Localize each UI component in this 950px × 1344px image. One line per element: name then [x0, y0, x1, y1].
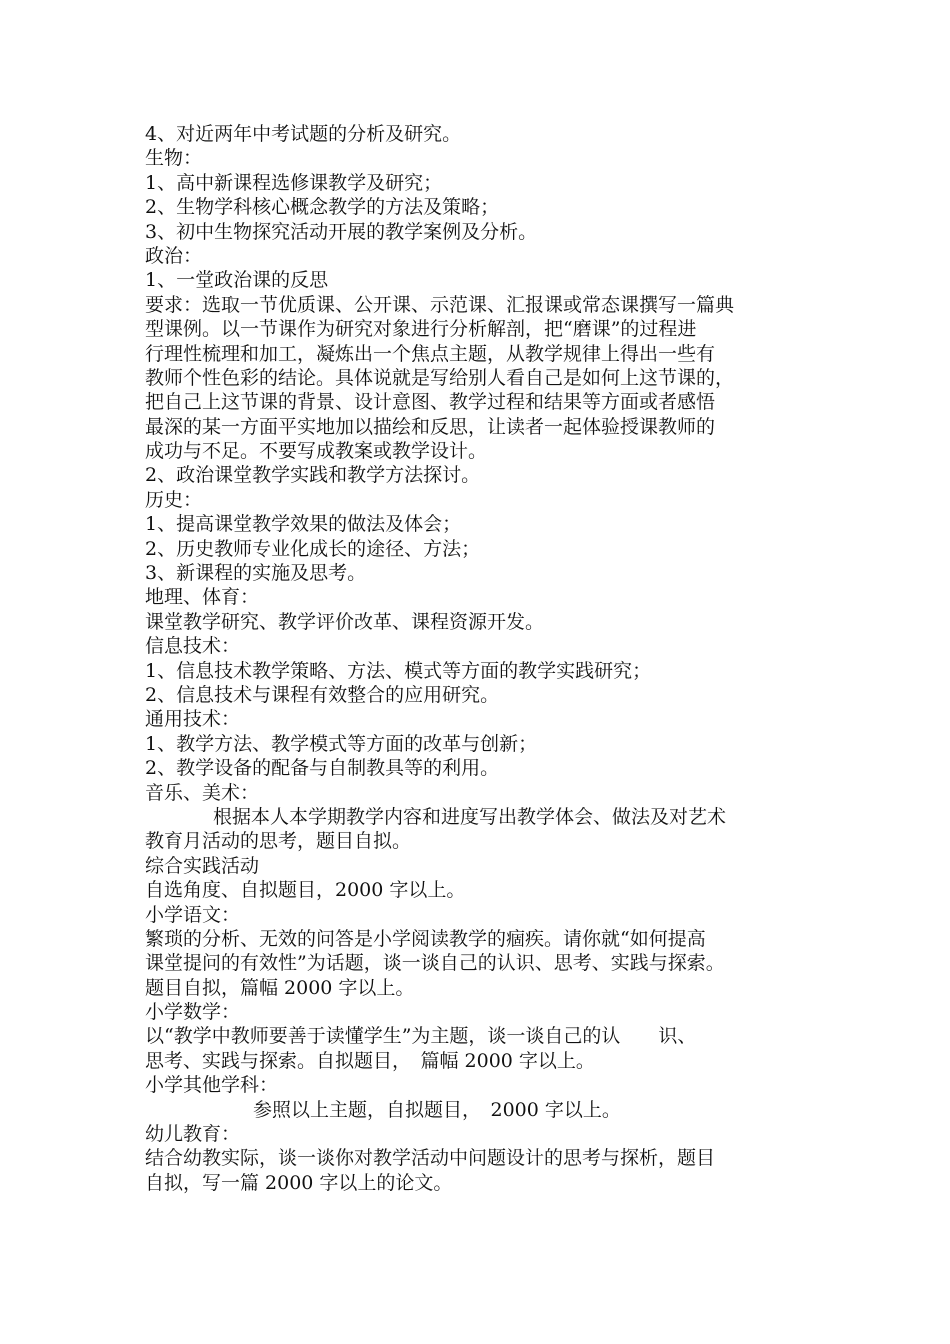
text-line: 课堂提问的有效性”为话题，谈一谈自己的认识、思考、实践与探索。	[145, 952, 725, 975]
section-heading-biology: 生物：	[145, 147, 203, 170]
text-line: 要求：选取一节优质课、公开课、示范课、汇报课或常态课撰写一篇典	[145, 293, 735, 316]
text-line: 3、新课程的实施及思考。	[145, 562, 367, 585]
section-heading-history: 历史：	[145, 488, 203, 511]
section-heading-primary-other: 小学其他学科：	[145, 1074, 279, 1097]
text-line: 1、高中新课程选修课教学及研究；	[145, 171, 443, 194]
text-line: 1、信息技术教学策略、方法、模式等方面的教学实践研究；	[145, 659, 652, 682]
text-line: 教师个性色彩的结论。具体说就是写给别人看自己是如何上这节课的，	[145, 366, 735, 389]
text-line: 4、对近两年中考试题的分析及研究。	[145, 123, 462, 145]
section-heading-primary-chinese: 小学语文：	[145, 903, 241, 926]
text-line: 2、教学设备的配备与自制教具等的利用。	[145, 757, 500, 780]
text-line: 繁琐的分析、无效的问答是小学阅读教学的痼疾。请你就“如何提高	[145, 927, 706, 950]
text-line: 1、教学方法、教学模式等方面的改革与创新；	[145, 732, 538, 755]
text-line: 题目自拟，篇幅 2000 字以上。	[145, 976, 415, 999]
text-line: 2、历史教师专业化成长的途径、方法；	[145, 537, 481, 560]
text-line: 最深的某一方面平实地加以描绘和反思，让读者一起体验授课教师的	[145, 415, 716, 438]
section-heading-general-tech: 通用技术：	[145, 708, 241, 731]
text-line: 自选角度、自拟题目，2000 字以上。	[145, 879, 466, 902]
section-heading-it: 信息技术：	[145, 635, 241, 658]
text-line: 1、一堂政治课的反思	[145, 269, 329, 292]
section-heading-geography-pe: 地理、体育：	[145, 586, 260, 609]
section-heading-politics: 政治：	[145, 244, 203, 267]
text-line: 教育月活动的思考，题目自拟。	[145, 830, 412, 853]
text-line: 2、生物学科核心概念教学的方法及策略；	[145, 196, 500, 219]
text-line: 1、提高课堂教学效果的做法及体会；	[145, 513, 462, 536]
text-line: 2、政治课堂教学实践和教学方法探讨。	[145, 464, 481, 487]
text-line: 根据本人本学期教学内容和进度写出教学体会、做法及对艺术	[213, 805, 727, 828]
text-line: 自拟，写一篇 2000 字以上的论文。	[145, 1171, 453, 1194]
text-line: 3、初中生物探究活动开展的教学案例及分析。	[145, 220, 538, 243]
text-line: 课堂教学研究、教学评价改革、课程资源开发。	[145, 610, 545, 633]
section-heading-practice: 综合实践活动	[145, 854, 260, 877]
section-heading-music-art: 音乐、美术：	[145, 781, 260, 804]
text-line: 把自己上这节课的背景、设计意图、教学过程和结果等方面或者感悟	[145, 391, 716, 414]
text-line: 2、信息技术与课程有效整合的应用研究。	[145, 683, 500, 706]
document-body	[145, 122, 825, 1195]
section-heading-primary-math: 小学数学：	[145, 1001, 241, 1024]
text-line: 成功与不足。不要写成教案或教学设计。	[145, 440, 488, 463]
section-heading-preschool: 幼儿教育：	[145, 1123, 241, 1146]
text-line: 结合幼教实际，谈一谈你对教学活动中问题设计的思考与探析，题目	[145, 1147, 716, 1170]
text-line: 思考、实践与探索。自拟题目， 篇幅 2000 字以上。	[145, 1049, 595, 1072]
text-line: 以“教学中教师要善于读懂学生”为主题，谈一谈自己的认 识、	[145, 1025, 697, 1048]
text-line: 参照以上主题，自拟题目， 2000 字以上。	[253, 1098, 621, 1121]
text-line: 型课例。以一节课作为研究对象进行分析解剖，把“磨课”的过程进	[145, 318, 697, 341]
text-line: 行理性梳理和加工，凝炼出一个焦点主题，从教学规律上得出一些有	[145, 342, 716, 365]
